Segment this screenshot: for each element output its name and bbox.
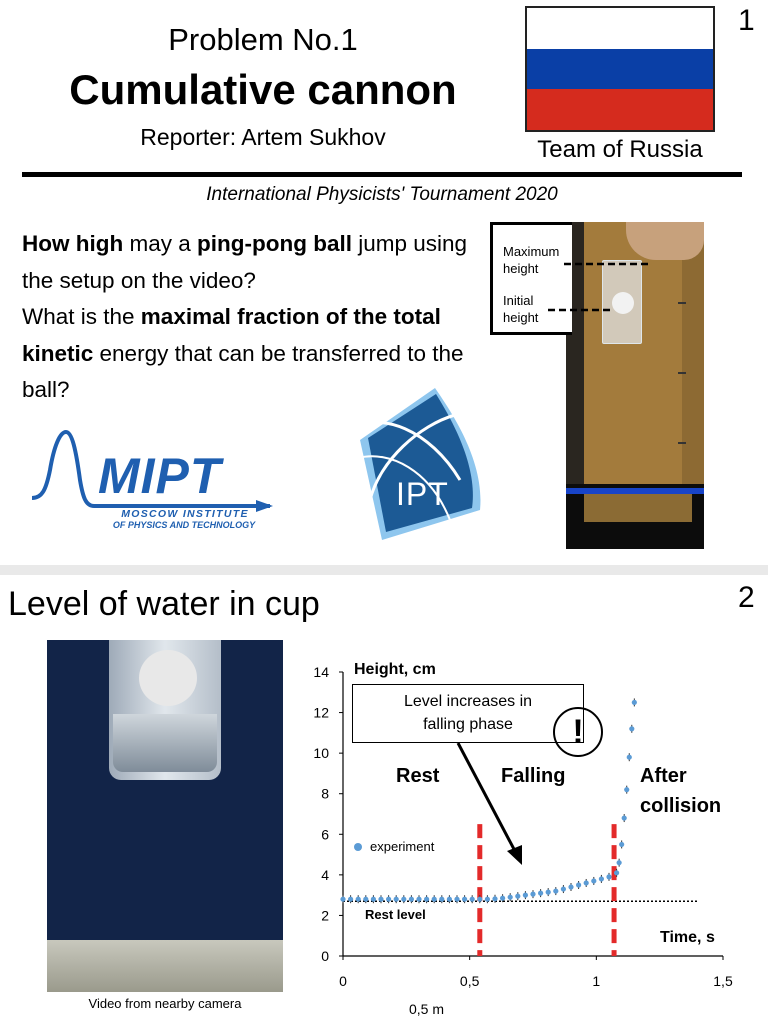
q-bold-6: maximal fraction of the total kinetic — [22, 304, 441, 366]
callout-line-2: falling phase — [423, 716, 513, 733]
data-point — [378, 897, 383, 902]
y-tick-label: 8 — [321, 785, 329, 802]
data-point — [416, 897, 421, 902]
data-point — [561, 886, 566, 891]
data-point — [500, 896, 505, 901]
slide-separator — [0, 565, 768, 575]
data-point — [363, 897, 368, 902]
data-point — [371, 897, 376, 902]
data-point — [515, 894, 520, 899]
slide-2 — [0, 575, 768, 1024]
height-dashed-lines — [540, 222, 660, 332]
data-point — [485, 897, 490, 902]
data-point — [424, 897, 429, 902]
callout-line-1: Level increases in — [403, 693, 533, 710]
max-height-line2: height — [503, 261, 539, 276]
data-point — [439, 897, 444, 902]
y-tick-label: 2 — [321, 907, 329, 924]
ipt-wordmark: IPT — [396, 476, 449, 512]
data-point — [409, 897, 414, 902]
data-point — [447, 897, 452, 902]
page-title: Cumulative cannon — [69, 66, 457, 113]
team-label: Team of Russia — [537, 136, 703, 163]
phase-falling-label: Falling — [501, 765, 566, 787]
data-point — [340, 897, 345, 902]
y-tick-label: 14 — [313, 664, 329, 680]
data-point — [606, 874, 611, 879]
initial-height-line2: height — [503, 310, 539, 325]
data-point — [614, 870, 619, 875]
q-bold-1: How high — [22, 231, 124, 256]
callout-arrowhead — [507, 845, 522, 865]
data-point — [546, 890, 551, 895]
q-bold-3: ping-pong ball — [197, 231, 352, 256]
russia-flag-icon — [525, 6, 715, 132]
legend — [354, 839, 434, 854]
phase-after-label-2: collision — [640, 795, 722, 817]
phase-rest-label: Rest — [396, 765, 440, 787]
data-point — [624, 787, 629, 792]
data-point — [432, 897, 437, 902]
slide-number-2: 2 — [738, 581, 755, 614]
y-tick-label: 4 — [321, 866, 329, 883]
data-point — [591, 878, 596, 883]
initial-height-label — [503, 292, 538, 326]
data-point — [576, 882, 581, 887]
mipt-subtitle-2: OF PHYSICS AND TECHNOLOGY — [112, 520, 256, 530]
tournament-name: International Physicists' Tournament 2020 — [206, 184, 558, 205]
video-caption: Video from nearby camera — [88, 996, 242, 1011]
x-tick-label: 0 — [339, 973, 347, 989]
x-axis-label: Time, s — [660, 929, 715, 946]
legend-label: experiment — [370, 839, 435, 854]
data-point — [599, 876, 604, 881]
x-tick-label: 0,5 — [459, 973, 480, 989]
mipt-logo — [30, 430, 275, 535]
data-point — [622, 815, 627, 820]
data-point — [629, 726, 634, 731]
ipt-shield-icon — [340, 380, 490, 545]
y-tick-label: 6 — [321, 826, 329, 843]
data-point — [401, 897, 406, 902]
data-point — [394, 897, 399, 902]
data-point — [470, 897, 475, 902]
mipt-subtitle-1: MOSCOW INSTITUTE — [121, 508, 249, 520]
slide-2-title: Level of water in cup — [8, 585, 320, 623]
data-point — [386, 897, 391, 902]
data-point — [477, 897, 482, 902]
q-text-7: energy that can be transferred to the ball? — [22, 340, 464, 402]
warning-icon: ! — [553, 707, 603, 757]
data-point — [627, 755, 632, 760]
q-text-5: What is the — [22, 304, 141, 329]
phase-after-label-1: After — [640, 765, 687, 787]
divider — [22, 172, 742, 177]
data-point — [348, 897, 353, 902]
data-point — [632, 700, 637, 705]
y-axis-label: Height, cm — [354, 661, 436, 678]
data-point — [454, 897, 459, 902]
rest-level-label: Rest level — [365, 907, 426, 922]
data-point — [508, 895, 513, 900]
data-point — [356, 897, 361, 902]
scale-label: 0,5 m — [409, 1001, 445, 1017]
max-height-line1: Maximum — [503, 244, 560, 259]
q-text-2: may a — [123, 231, 198, 256]
legend-marker-icon — [354, 843, 362, 851]
q-text-4: jump using the setup on the video? — [22, 231, 468, 293]
data-point — [538, 891, 543, 896]
data-point — [568, 884, 573, 889]
data-point — [492, 896, 497, 901]
slide-number: 1 — [738, 4, 755, 37]
x-tick-label: 1,5 — [713, 973, 733, 989]
mipt-wordmark: MIPT — [98, 448, 222, 504]
data-point — [523, 893, 528, 898]
data-point — [462, 897, 467, 902]
ipt-logo — [340, 380, 490, 545]
y-tick-label: 0 — [321, 948, 329, 964]
reporter-name: Reporter: Artem Sukhov — [140, 124, 386, 150]
callout-box — [352, 684, 584, 743]
data-point — [617, 860, 622, 865]
data-point — [584, 880, 589, 885]
data-point — [553, 888, 558, 893]
callout-arrow — [458, 743, 516, 853]
problem-number: Problem No.1 — [168, 22, 358, 57]
x-tick-label: 1 — [592, 973, 601, 989]
data-point — [530, 892, 535, 897]
initial-height-line1: Initial — [503, 293, 534, 308]
data-point — [619, 842, 624, 847]
y-tick-label: 10 — [313, 745, 329, 762]
y-tick-label: 12 — [313, 704, 329, 721]
